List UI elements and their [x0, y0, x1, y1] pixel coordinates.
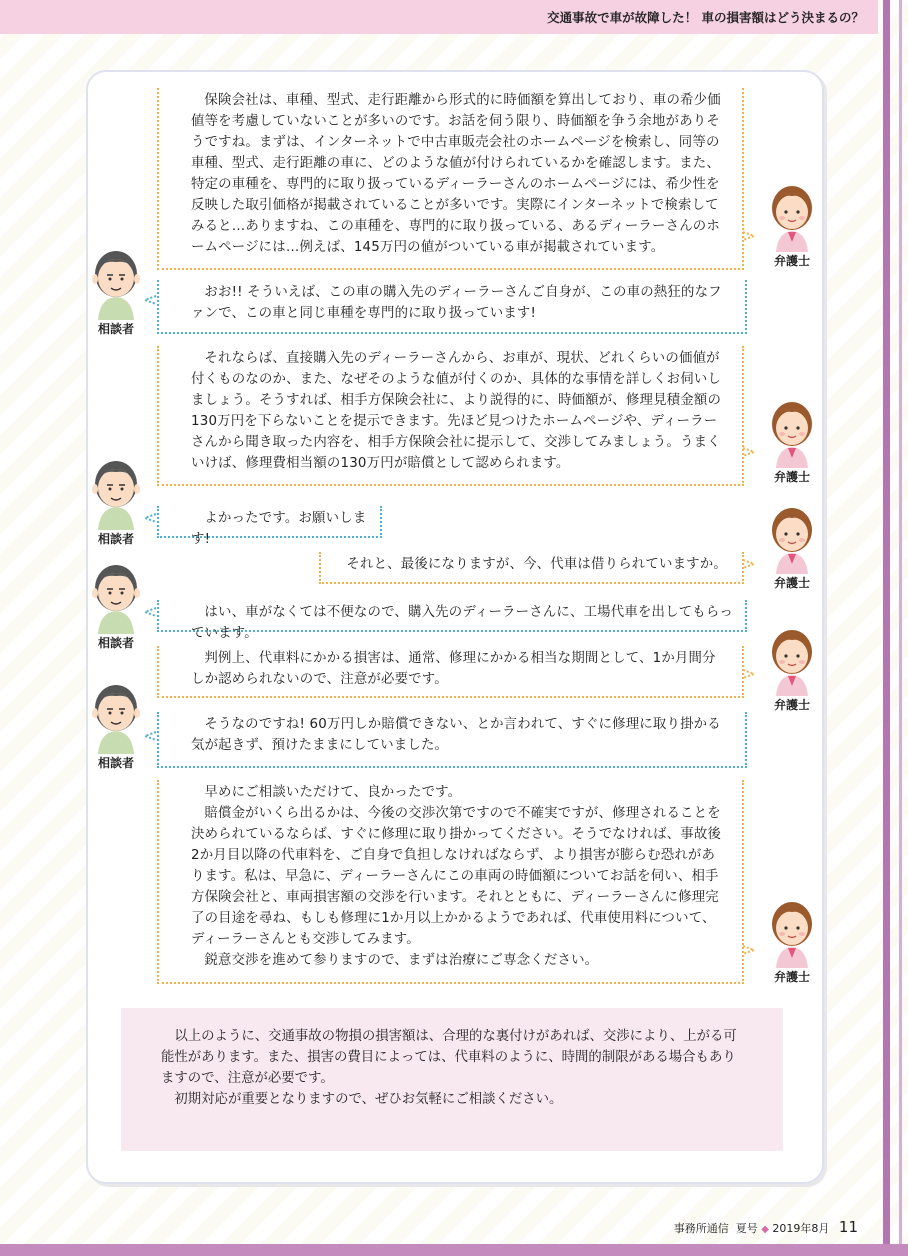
client-label: 相談者 — [97, 532, 134, 546]
bubble-text: そうなのですね! 60万円しか賠償できない、とか言われて、すぐに修理に取り掛かる気が起きず、預けたままにしていました。 — [191, 717, 721, 753]
client-label: 相談者 — [97, 322, 134, 336]
diamond-icon: ◆ — [761, 1224, 769, 1235]
client-avatar — [86, 456, 146, 547]
lawyer-bubble-tail — [743, 558, 755, 570]
client-face-icon — [90, 456, 142, 530]
client-face-icon — [90, 560, 142, 634]
lawyer-bubble — [319, 552, 744, 584]
lawyer-label: 弁護士 — [773, 254, 810, 268]
footer-issue: 夏号 — [735, 1222, 758, 1235]
lawyer-bubble-tail — [743, 230, 755, 242]
lawyer-face-icon — [766, 398, 818, 468]
lawyer-face-icon — [766, 182, 818, 252]
lawyer-face-icon — [766, 504, 818, 574]
client-bubble — [157, 712, 747, 768]
bubble-text: 賠償金がいくら出るかは、今後の交渉次第ですので不確実ですが、修理されることを決められているならば、すぐに修理に取り掛かってください。そうでなければ、事故後2か月目以降の代車料を、ご自身で負担しなければならず、より損害が膨らむ恐れがあります。私は、早急に、ディーラーさんにこの車両の時価額についてお話を伺い、相手方保険会社と、車両損害額の交渉を行います。それとともに、ディーラーさんに修理完了の目途を尋ね、もしも修理に1か月以上かかるようであれば、代車使用料について、ディーラーさんとも交渉してみます。 — [191, 806, 722, 947]
summary-box — [121, 1008, 783, 1151]
lawyer-avatar — [762, 504, 822, 591]
client-bubble — [157, 506, 382, 547]
lawyer-bubble-tail — [743, 446, 755, 458]
bubble-text: おお!! そういえば、この車の購入先のディーラーさんご自身が、この車の熱狂的なファンで、この車と同じ車種を専門的に取り扱っています! — [191, 285, 722, 321]
lawyer-label: 弁護士 — [773, 470, 810, 484]
client-label: 相談者 — [97, 756, 134, 770]
lawyer-bubble-tail — [743, 668, 755, 680]
client-label: 相談者 — [97, 636, 134, 650]
page-header-title: 交通事故で車が故障した！ 車の損害額はどう決まるの？ — [547, 10, 864, 25]
page-footer — [674, 1218, 858, 1236]
lawyer-bubble — [157, 646, 744, 698]
client-bubble — [157, 600, 747, 641]
client-avatar — [86, 246, 146, 337]
lawyer-bubble — [157, 88, 744, 270]
lawyer-avatar — [762, 898, 822, 985]
lawyer-label: 弁護士 — [773, 970, 810, 984]
page-number: 11 — [838, 1218, 858, 1236]
footer-date: 2019年8月 — [772, 1222, 830, 1235]
bubble-text: それならば、直接購入先のディーラーさんから、お車が、現状、どれくらいの価値が付くものなのか、また、なぜそのような値が付くのか、具体的な事情を詳しくお伺いしましょう。そうすれば、相手方保険会社に、より説得的に、時価額が、修理見積金額の130万円を下らないことを提示できます。先ほど見つけたホームページや、ディーラーさんから聞き取った内容を、相手方保険会社に提示して、交渉してみましょう。うまくいけば、修理費相当額の130万円が賠償として認められます。 — [191, 351, 722, 471]
summary-text: 以上のように、交通事故の物損の損害額は、合理的な裏付けがあれば、交渉により、上がる可能性があります。また、損害の費目によっては、代車料のように、時間的制限がある場合もありますので、注意が必要です。 — [161, 1029, 737, 1086]
client-avatar — [86, 560, 146, 651]
bubble-text: 保険会社は、車種、型式、走行距離から形式的に時価額を算出しており、車の希少価値等を考慮していないことが多いのです。お話を伺う限り、時価額を争う余地がありそうですね。まずは、インターネットで中古車販売会社のホームページを検索し、同等の車種、型式、走行距離の車に、どのような値が付けられているかを確認します。また、特定の車種を、専門的に取り扱っているディーラーさんのホームページには、希少性を反映した取引価格が掲載されていることが多いです。実際にインターネットで検索してみると…ありますね、この車種を、専門的に取り扱っている、あるディーラーさんのホームページには…例えば、145万円の値がついている車が掲載されています。 — [191, 93, 721, 255]
client-face-icon — [90, 246, 142, 320]
lawyer-label: 弁護士 — [773, 698, 810, 712]
lawyer-face-icon — [766, 626, 818, 696]
lawyer-label: 弁護士 — [773, 576, 810, 590]
footer-band — [0, 1244, 908, 1256]
bubble-text: 鋭意交渉を進めて参りますので、まずは治療にご専念ください。 — [204, 953, 599, 968]
lawyer-avatar — [762, 398, 822, 485]
summary-text: 初期対応が重要となりますので、ぜひお気軽にご相談ください。 — [174, 1092, 563, 1107]
bubble-text: よかったです。お願いします! — [191, 511, 367, 547]
right-decor-bar-thin — [899, 0, 902, 1256]
lawyer-avatar — [762, 182, 822, 269]
lawyer-bubble-tail — [743, 944, 755, 956]
client-bubble — [157, 280, 747, 334]
lawyer-bubble — [157, 780, 744, 984]
bubble-text: 判例上、代車料にかかる損害は、通常、修理にかかる相当な期間として、1か月間分しか認められないので、注意が必要です。 — [191, 651, 716, 687]
bubble-text: それと、最後になりますが、今、代車は借りられていますか。 — [346, 557, 727, 572]
client-avatar — [86, 680, 146, 771]
bubble-text: はい、車がなくては不便なので、購入先のディーラーさんに、工場代車を出してもらっています。 — [191, 605, 734, 641]
lawyer-bubble — [157, 346, 744, 486]
client-face-icon — [90, 680, 142, 754]
lawyer-avatar — [762, 626, 822, 713]
footer-publication: 事務所通信 — [673, 1222, 729, 1235]
right-decor-bar — [883, 0, 890, 1256]
bubble-text: 早めにご相談いただけて、良かったです。 — [204, 785, 462, 800]
lawyer-face-icon — [766, 898, 818, 968]
